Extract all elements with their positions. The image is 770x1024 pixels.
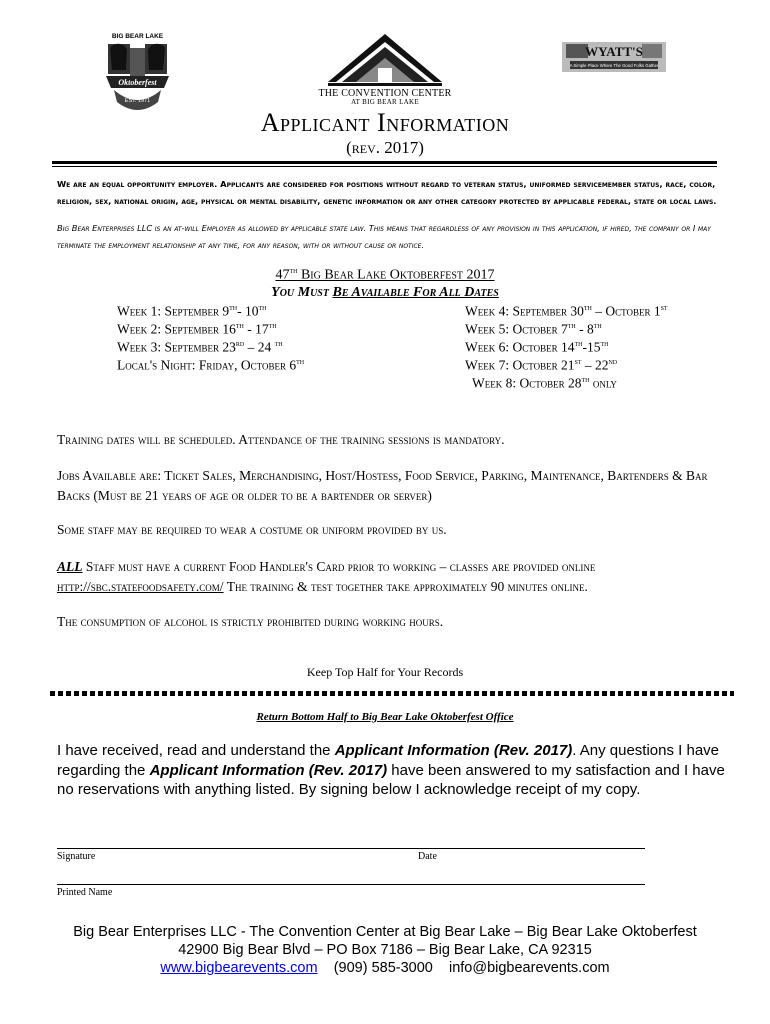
week-3: Week 3: September 23rd – 24 $^{th}$ bbox=[117, 339, 283, 355]
week-4: Week 4: September 30th – October 1st bbox=[465, 303, 668, 319]
tear-line bbox=[50, 691, 734, 696]
availability-requirement: You Must Be Available For All Dates bbox=[271, 285, 499, 300]
return-bottom-half-note: Return Bottom Half to Big Bear Lake Oktoberfest Office bbox=[256, 711, 514, 723]
week-7: Week 7: October 21st – 22nd bbox=[465, 357, 618, 373]
week-6: Week 6: October 14th-15th bbox=[465, 339, 609, 355]
signature-label: Signature bbox=[57, 851, 96, 862]
week-5: Week 5: October 7th - 8th bbox=[465, 321, 602, 337]
logo-left-top-text: BIG BEAR LAKE bbox=[111, 33, 164, 40]
phone-number: (909) 585-3000 bbox=[333, 960, 433, 976]
jobs-available: Jobs Available are: Ticket Sales, Merchandising, Host/Hostess, Food Service, Parking, Maintenance, Bartenders & Bar Backs (Must be 21 years of age or older to be a bartender or server) bbox=[57, 468, 708, 503]
keep-top-half-note: Keep Top Half for Your Records bbox=[306, 665, 464, 679]
date-label: Date bbox=[418, 851, 437, 862]
event-title: 47th Big Bear Lake Oktoberfest 2017 bbox=[275, 266, 495, 283]
printed-name-line[interactable] bbox=[57, 884, 645, 885]
alcohol-notice: The consumption of alcohol is strictly prohibited during working hours. bbox=[57, 614, 444, 629]
page-title: Applicant Information bbox=[260, 108, 510, 137]
footer-contact bbox=[0, 960, 770, 976]
convention-center-name: THE CONVENTION CENTER bbox=[318, 88, 452, 99]
costume-notice: Some staff may be required to wear a costume or uniform provided by us. bbox=[57, 522, 447, 537]
printed-name-label: Printed Name bbox=[57, 887, 113, 898]
food-handler-notice: ALL Staff must have a current Food Handler's Card prior to working – classes are provided online http://sbc.statefoodsafety.com/ The training & test together take approximately 90 minutes online. bbox=[57, 559, 596, 594]
acknowledgement-text: I have received, read and understand the Applicant Information (Rev. 2017). Any questions I have regarding the Applicant Information (Rev. 2017) have been answered to my satisfaction and I have no reservations with anything listed. By signing below I acknowledge receipt of my copy. bbox=[57, 742, 725, 798]
website-link[interactable]: www.bigbearevents.com bbox=[160, 960, 318, 976]
food-safety-link[interactable]: http://sbc.statefoodsafety.com/ bbox=[57, 579, 224, 594]
title-rule-thick bbox=[52, 161, 717, 164]
equal-opportunity-statement: We are an equal opportunity employer. Applicants are considered for positions without regard to veteran status, uniformed servicemember status, race, color, religion, sex, national origin, age, physical or mental disability, genetic information or any other category protected by applicable federal, state or local laws. bbox=[57, 179, 717, 206]
revision-label: (rev. 2017) bbox=[346, 138, 424, 157]
signature-line[interactable] bbox=[57, 848, 645, 849]
footer-address: 42900 Big Bear Blvd – PO Box 7186 – Big Bear Lake, CA 92315 bbox=[178, 942, 592, 958]
wyatts-logo-text: WYATT'S bbox=[585, 44, 643, 59]
wyatts-logo bbox=[562, 40, 666, 74]
logo-left-est-text: EST. 1971 bbox=[124, 98, 151, 104]
convention-center-logo bbox=[320, 30, 450, 92]
logo-left-banner-text: Oktoberfest bbox=[118, 78, 157, 87]
footer-company: Big Bear Enterprises LLC - The Convention Center at Big Bear Lake – Big Bear Lake Oktoberfest bbox=[73, 924, 697, 940]
email-address: info@bigbearevents.com bbox=[448, 960, 610, 976]
title-rule-thin bbox=[52, 166, 717, 167]
week-8: Week 8: October 28th only bbox=[472, 375, 617, 391]
wyatts-tagline: A Simple Place Where The Good Folks Gather bbox=[569, 63, 659, 68]
week-1: Week 1: September 9th- 10th bbox=[117, 303, 267, 319]
convention-center-subname: AT BIG BEAR LAKE bbox=[351, 98, 419, 106]
week-2: Week 2: September 16th - 17th bbox=[117, 321, 277, 337]
locals-night: Local's Night: Friday, October 6th bbox=[117, 357, 305, 373]
training-notice: Training dates will be scheduled. Attendance of the training sessions is mandatory. bbox=[57, 432, 505, 447]
at-will-statement: Big Bear Enterprises LLC is an at-will Employer as allowed by applicable state law. This means that regardless of any provision in this application, if hired, the company or I may terminate the employment relationship at any time, for any reason, with or without cause or notice. bbox=[57, 223, 711, 250]
